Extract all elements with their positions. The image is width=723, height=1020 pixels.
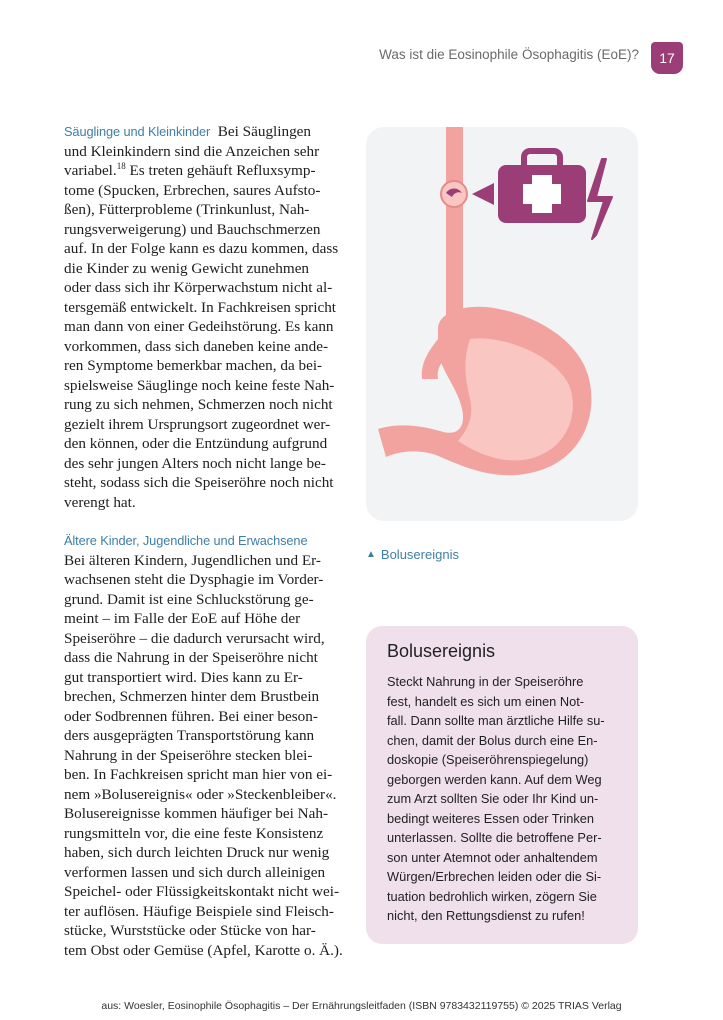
text-line: brechen, Schmerzen hinter dem Brustbein (64, 688, 320, 705)
text-line: tome (Spucken, Erbrechen, saures Aufsto- (64, 181, 321, 199)
text-line: vorkommen, dass sich daneben keine ande- (64, 337, 329, 355)
footer-citation: aus: Woesler, Eosinophile Ösophagitis – Der Ernährungsleitfaden (ISBN 9783432119755) © 2025 TRIAS Verlag (101, 1000, 622, 1012)
text-line: geborgen werden kann. Auf dem Weg (387, 771, 602, 787)
section-heading-older: Ältere Kinder, Jugendliche und Erwachsene (64, 533, 308, 548)
text-line: man dann von einer Gedeihstörung. Es kann (64, 318, 334, 335)
text-line: nicht, den Rettungsdienst zu rufen! (387, 908, 585, 923)
text-line: dass die Nahrung in der Speiseröhre nicht (64, 649, 318, 666)
text-line: verengt hat. (64, 493, 136, 511)
text-line: rungsverweigerung) und Bauchschmerzen (64, 220, 321, 238)
esophagus-stomach-svg (366, 127, 638, 521)
text-line: variabel.$^{18}$ Es treten gehäuft Refluxsymp- (64, 160, 316, 179)
running-header: Was ist die Eosinophile Ösophagitis (EoE)? (379, 47, 639, 62)
text-line: tuation bedrohlich wirken, zögern Sie (387, 888, 597, 904)
text-line: Bei älteren Kindern, Jugendlichen und Er- (64, 551, 321, 569)
section-heading-infants: Säuglinge und Kleinkinder (64, 124, 211, 139)
text-line: Bolusereignisse kommen häufiger bei Nah- (64, 805, 329, 822)
text-line: ren Symptome bemerkbar machen, da bei- (64, 357, 323, 374)
text-line: gut transportiert wird. Dies kann zu Er- (64, 668, 303, 686)
text-line: nem »Bolusereignis« oder »Steckenbleiber«. (64, 785, 337, 803)
text-line: und Kleinkindern sind die Anzeichen sehr (64, 142, 320, 160)
text-line: den können, oder die Entzündung aufgrund (64, 435, 328, 452)
text-line: ter auflösen. Häufige Beispiele sind Fleisch- (64, 902, 334, 920)
info-box-title: Bolusereignis (387, 641, 496, 661)
main-text-column (64, 122, 344, 960)
text-line: zum Arzt sollten Sie oder Ihr Kind un- (387, 791, 599, 806)
caption-text: Bolusereignis (380, 547, 459, 562)
text-line: Speichel- oder Flüssigkeitskontakt nicht wei- (64, 883, 340, 900)
text-line: fall. Dann sollte man ärztliche Hilfe su- (387, 713, 605, 728)
text-line: grund. Damit ist eine Schluckstörung ge- (64, 590, 314, 608)
text-line: verformen lassen und sich durch alleinigen (64, 863, 326, 881)
text-line: auf. In der Folge kann es dazu kommen, dass (64, 240, 339, 257)
text-line: gezielt ihrem Ursprungsort zugeordnet wer- (64, 415, 331, 433)
text-line: tem Obst oder Gemüse (Apfel, Karotte o. Ä.). (64, 941, 343, 959)
info-box-body (387, 672, 628, 926)
text-line: doskopie (Speiseröhrenspiegelung) (387, 752, 589, 767)
text-line: Würgen/Erbrechen leiden oder die Si- (387, 869, 602, 884)
text-line: son unter Atemnot oder anhaltendem (387, 849, 598, 865)
text-line: ßen), Fütterprobleme (Trinkunlust, Nah- (64, 201, 310, 218)
text-line: rungsmitteln vor, die eine feste Konsistenz (64, 824, 324, 842)
text-line: ders ausgeprägten Transportstörung kann (64, 727, 315, 744)
text-line: des sehr jungen Alters noch nicht lange be- (64, 454, 326, 472)
text-line: spielsweise Säuglinge noch keine feste Nah- (64, 376, 335, 394)
text-line: unterlassen. Sollte die betroffene Per- (387, 830, 602, 845)
text-line: haben, sich durch leichten Druck nur wenig (64, 844, 330, 861)
lightning-icon (588, 159, 612, 239)
info-box (366, 626, 638, 944)
text-line: oder dass sich ihr Körperwachstum nicht al- (64, 279, 333, 296)
text-line: ben. In Fachkreisen spricht man hier von ei- (64, 766, 333, 783)
text-line: die Kinder zu wenig Gewicht zunehmen (64, 259, 310, 277)
chevron-up-icon: ▲ (366, 549, 376, 560)
text-line: fest, handelt es sich um einen Not- (387, 693, 585, 709)
section-infants (64, 122, 344, 512)
section-older (64, 531, 344, 960)
text-line: steht, sodass sich die Speiseröhre noch nicht (64, 474, 334, 491)
page-number-badge: 17 (651, 42, 683, 74)
text-line: meint – im Falle der EoE auf Höhe der (64, 610, 301, 627)
text-line: Säuglinge und Kleinkinder Bei Säuglingen (64, 123, 312, 140)
text-line: stücke, Wurststücke oder Stücke von har- (64, 922, 316, 939)
text-line: Nahrung in der Speiseröhre stecken blei- (64, 746, 313, 764)
text-line: wachsenen steht die Dysphagie im Vorder- (64, 571, 324, 588)
text-line: chen, damit der Bolus durch eine En- (387, 732, 598, 748)
text-line: tersgemäß entwickelt. In Fachkreisen spricht (64, 298, 337, 316)
text-line: oder Sodbrennen führen. Bei einer beson- (64, 707, 318, 725)
text-line: rung zu sich nehmen, Schmerzen noch nicht (64, 396, 333, 413)
figure-caption (366, 547, 459, 562)
bolus-illustration (366, 127, 638, 521)
text-line: Steckt Nahrung in der Speiseröhre (387, 674, 584, 689)
text-line: bedingt weiteres Essen oder Trinken (387, 810, 594, 826)
text-line: Speiseröhre – die dadurch verursacht wird, (64, 629, 325, 647)
pointer-arrow-icon (472, 183, 494, 205)
footnote-ref: 18 (116, 160, 126, 171)
